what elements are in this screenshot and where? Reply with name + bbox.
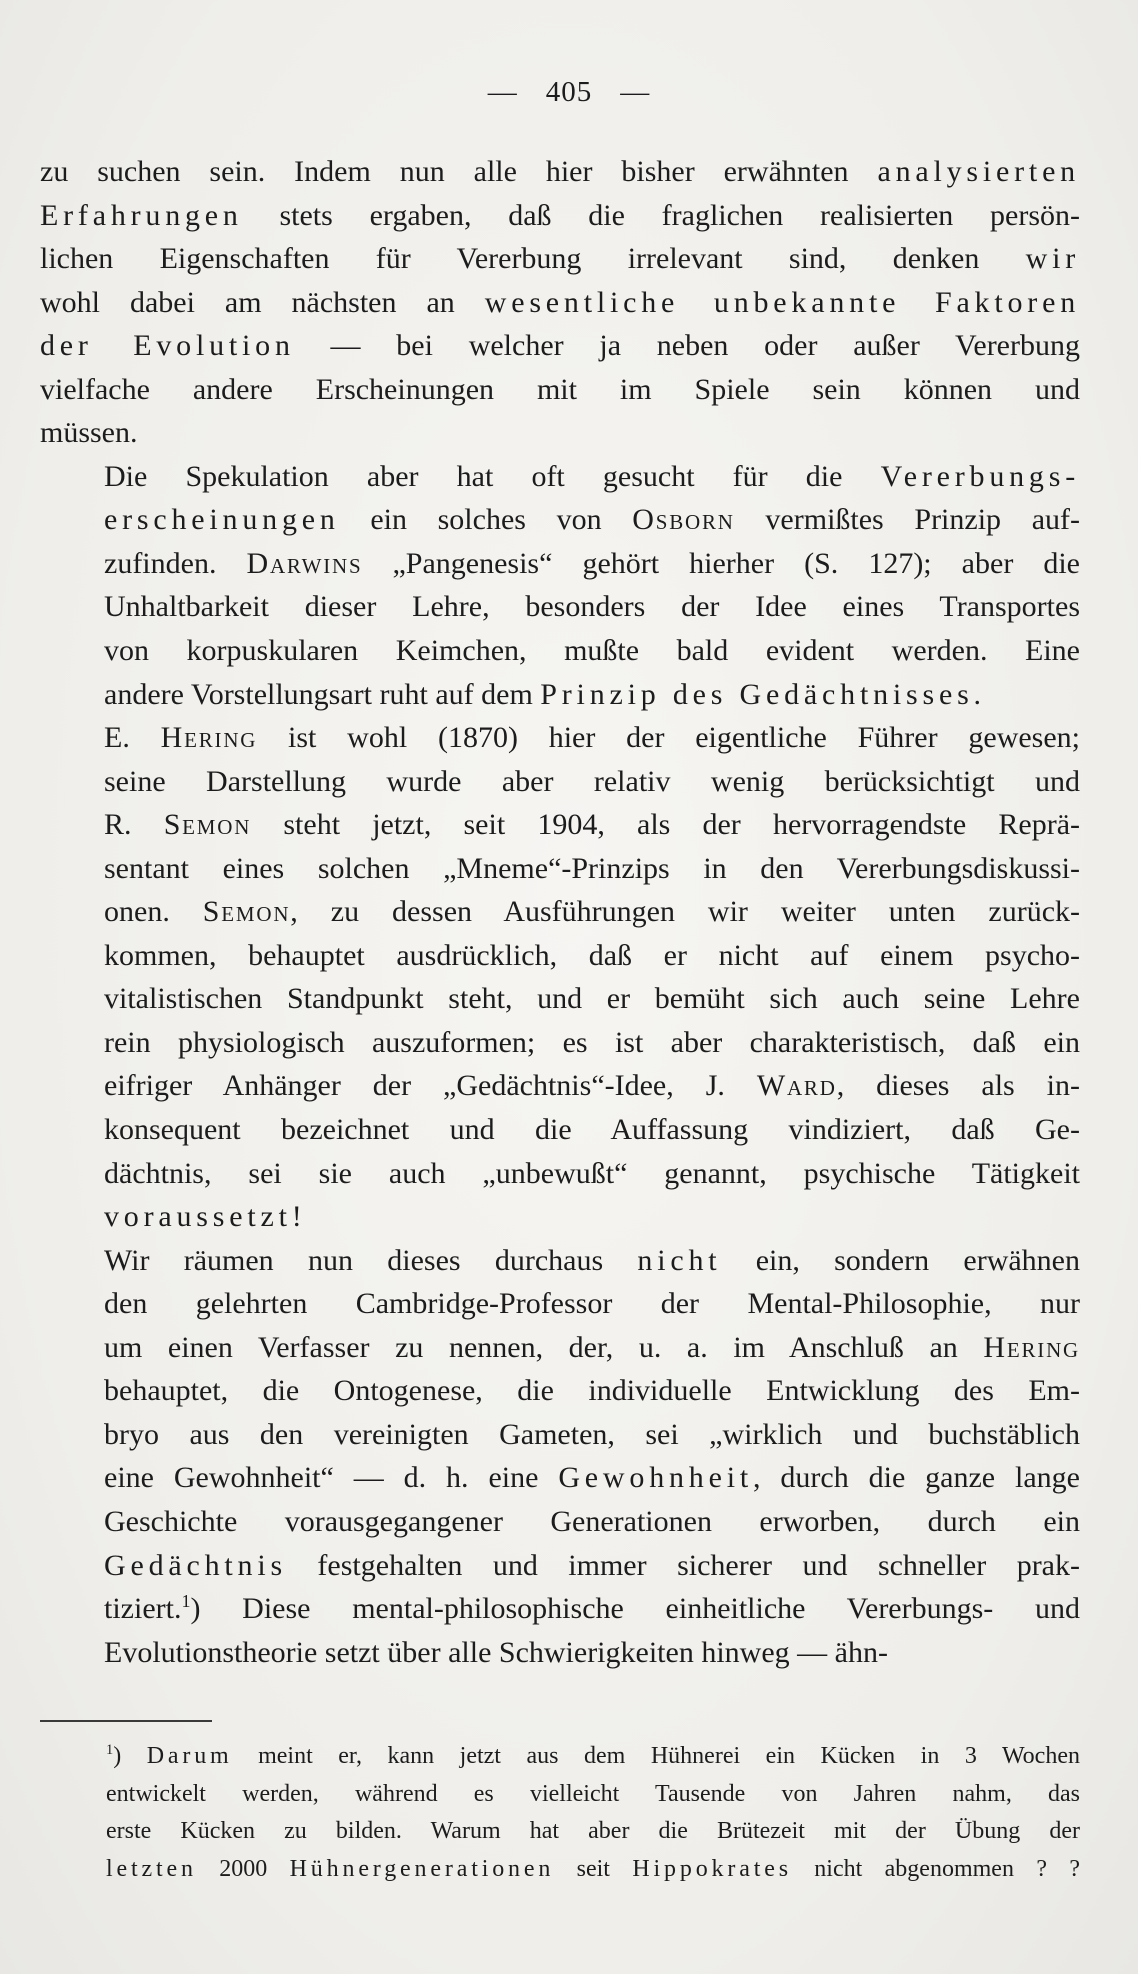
emphasized-text: nicht [637,1243,722,1277]
text-run: Evolutionstheorie setzt über alle Schwierigkeiten hinweg — ähn- [104,1635,888,1669]
text-line [40,1500,1080,1544]
text-run: nicht abgenommen ? ? [791,1855,1081,1882]
footnote-marker: 1 [181,1591,191,1612]
author-name: Hering [160,721,258,755]
text-line [40,324,1080,368]
text-run: zufinden. [104,546,247,580]
emphasized-text: der Evolution [40,329,295,363]
text-line [40,281,1080,325]
text-run: vitalistischen Standpunkt steht, und er bemüht sich auch seine Lehre [104,982,1080,1016]
text-line [40,890,1080,934]
paragraph [40,1239,1080,1674]
text-run: E. [104,721,161,755]
text-run: meint er, kann jetzt aus dem Hühnerei ein Kücken in 3 Wochen [232,1743,1080,1769]
footnotes [40,1738,1080,1888]
text-run: vermißtes Prinzip auf- [734,503,1080,537]
text-line [40,1776,1080,1814]
emphasized-text: wesentliche unbekannte Faktoren [484,285,1080,319]
text-line [40,1631,1080,1675]
text-line [40,194,1080,238]
text-line [40,1851,1080,1889]
text-line [40,1587,1080,1631]
emphasized-text: Hippokrates [632,1855,792,1882]
text-run: onen. [104,895,203,929]
text-line [40,1544,1080,1588]
text-line [40,1326,1080,1370]
text-line [40,498,1080,542]
text-run: um einen Verfasser zu nennen, der, u. a. im Anschluß an [104,1330,984,1364]
text-line [40,455,1080,499]
paragraph [40,150,1080,455]
text-run: den gelehrten Cambridge-Professor der Mental-Philosophie, nur [104,1287,1080,1321]
text-line [40,411,1080,455]
text-line [40,542,1080,586]
text-run: 2000 [196,1855,290,1882]
text-run: ) [113,1743,147,1769]
text-line [40,1021,1080,1065]
text-line [40,760,1080,804]
text-run: andere Vorstellungsart ruht auf dem [104,677,541,711]
footnote-separator [40,1720,212,1722]
author-name: Semon [163,808,252,842]
text-run: , dieses als in- [836,1069,1080,1103]
text-run: dächtnis, sei sie auch „unbewußt“ genannt, psychische Tätigkeit [104,1156,1080,1190]
text-run: Unhaltbarkeit dieser Lehre, besonders der Idee eines Transportes [104,590,1080,624]
text-run: sentant eines solchen „Mneme“-Prinzips in den Vererbungsdiskussi- [104,851,1080,885]
text-run: entwickelt werden, während es vielleicht Tausende von Jahren nahm, das [106,1780,1080,1807]
text-line [40,1152,1080,1196]
text-run: konsequent bezeichnet und die Auffassung vindiziert, daß Ge- [104,1113,1080,1147]
emphasized-text: Prinzip des Gedächtnisses. [540,677,986,711]
text-run: Die Spekulation aber hat oft gesucht für die [104,459,881,493]
emphasized-text: wir [1025,242,1080,276]
emphasized-text: Gedächtnis [104,1548,287,1582]
text-line [40,803,1080,847]
text-run: steht jetzt, seit 1904, als der hervorragendste Reprä- [251,808,1081,842]
text-line [40,1195,1080,1239]
paragraph [40,455,1080,716]
text-line [40,368,1080,412]
text-line [40,1738,1080,1776]
emphasized-text: Erfahrungen [40,198,243,232]
text-run: stets ergaben, daß die fraglichen realisierten persön- [242,198,1080,232]
page-number-header [0,72,1138,112]
emphasized-text: Hühnergenerationen [289,1855,555,1882]
body-text [40,150,1080,1674]
text-line [40,1064,1080,1108]
emphasized-text: Gewohnheit [558,1461,753,1495]
text-run: lichen Eigenschaften für Vererbung irrelevant sind, denken [40,242,1026,276]
text-run: rein physiologisch auszuformen; es ist aber charakteristisch, daß ein [104,1025,1080,1059]
emphasized-text: voraussetzt! [104,1200,307,1234]
text-line [40,237,1080,281]
left-dash: — [487,76,518,108]
text-run: Wir räumen nun dieses durchaus [104,1243,638,1277]
author-name: Darwins [246,546,363,580]
text-line [40,1239,1080,1283]
page-number: 405 [545,76,593,108]
text-run: „Pangenesis“ gehört hierher (S. 127); aber die [362,546,1080,580]
text-run: vielfache andere Erscheinungen mit im Spiele sein können und [40,372,1080,406]
text-run: erste Kücken zu bilden. Warum hat aber die Brütezeit mit der Übung der [106,1818,1080,1844]
text-run: R. [104,808,164,842]
text-run: ein solches von [339,503,633,537]
text-line [40,1456,1080,1500]
text-run: zu suchen sein. Indem nun alle hier bisher erwähnten [40,155,878,188]
text-line [40,629,1080,673]
text-run: bryo aus den vereinigten Gameten, sei „wirklich und buchstäblich [104,1417,1080,1451]
text-line [40,1369,1080,1413]
text-run: müssen. [40,416,138,450]
text-run: Geschichte vorausgegangener Generationen erworben, durch ein [104,1504,1080,1538]
footnote-marker: 1 [106,1742,114,1758]
text-line [40,673,1080,717]
footnote [40,1738,1080,1888]
text-run: festgehalten und immer sicherer und schneller prak- [286,1548,1080,1582]
text-line [40,1413,1080,1457]
text-line [40,934,1080,978]
author-name: Ward [756,1069,837,1103]
text-line [40,1108,1080,1152]
paragraph [40,716,1080,1239]
emphasized-text: analysierten [877,155,1080,188]
text-run: , zu dessen Ausführungen wir weiter unten zurück- [290,895,1080,929]
text-line [40,585,1080,629]
text-line [40,847,1080,891]
text-run: tiziert. [104,1592,182,1626]
author-name: Osborn [632,503,735,537]
emphasized-text: Vererbungs- [880,459,1080,493]
text-run: ist wohl (1870) hier der eigentliche Führer gewesen; [257,721,1081,755]
text-run: ein, sondern erwähnen [721,1243,1080,1277]
text-run: seine Darstellung wurde aber relativ wenig berücksichtigt und [104,764,1080,798]
emphasized-text: Darum [146,1743,233,1769]
text-run: wohl dabei am nächsten an [40,285,485,319]
text-line [40,1813,1080,1851]
text-run: , durch die ganze lange [752,1461,1080,1495]
text-run: behauptet, die Ontogenese, die individuelle Entwicklung des Em- [104,1374,1080,1408]
right-dash: — [620,76,651,108]
text-run: seit [554,1855,633,1882]
author-name: Semon [202,895,291,929]
emphasized-text: erscheinungen [104,503,340,537]
author-name: Hering [983,1330,1080,1364]
text-line [40,150,1080,194]
text-line [40,1282,1080,1326]
text-run: kommen, behauptet ausdrücklich, daß er nicht auf einem psycho- [104,938,1080,972]
text-run: — bei welcher ja neben oder außer Vererbung [294,329,1080,363]
emphasized-text: letzten [106,1855,197,1882]
text-line [40,977,1080,1021]
text-line [40,716,1080,760]
text-run: ) Diese mental-philosophische einheitliche Vererbungs- und [190,1592,1080,1626]
text-run: eine Gewohnheit“ — d. h. eine [104,1461,559,1495]
text-run: von korpuskularen Keimchen, mußte bald evident werden. Eine [104,634,1080,668]
text-run: eifriger Anhänger der „Gedächtnis“-Idee, J. [104,1069,757,1103]
